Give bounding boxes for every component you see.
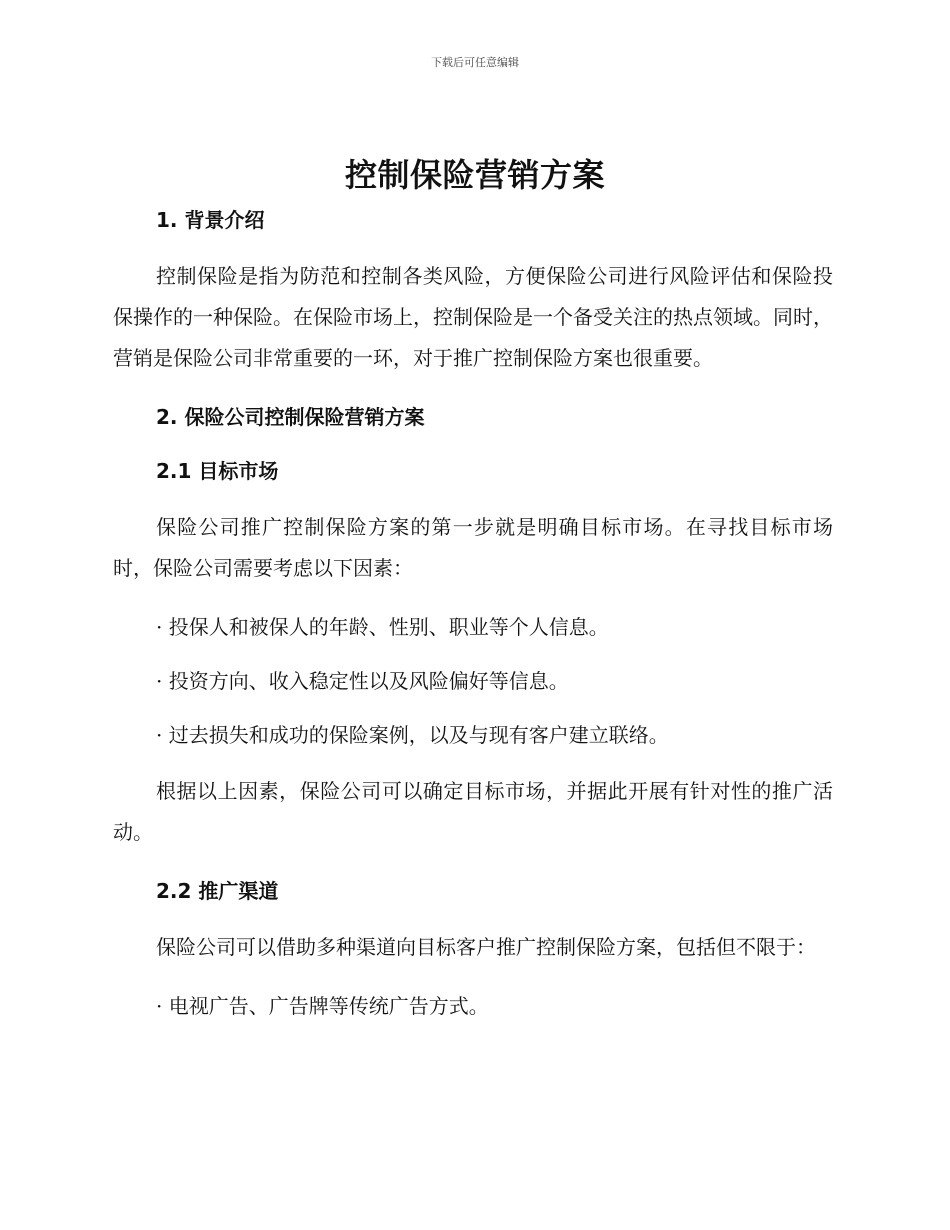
section-2-2-paragraph: 保险公司可以借助多种渠道向目标客户推广控制保险方案，包括但不限于： (156, 935, 816, 959)
document-title: 控制保险营销方案 (344, 156, 605, 194)
list-item: · 投资方向、收入稳定性以及风险偏好等信息。 (156, 669, 569, 693)
section-heading-2-1: 2.1 目标市场 (156, 459, 279, 483)
section-heading-2-2: 2.2 推广渠道 (156, 879, 279, 903)
header-note: 下载后可任意编辑 (431, 56, 519, 69)
section-heading-2: 2. 保险公司控制保险营销方案 (156, 405, 425, 429)
document-body (113, 202, 833, 1024)
list-item: · 投保人和被保人的年龄、性别、职业等个人信息。 (156, 615, 609, 639)
section-2-1-conclusion: 根据以上因素，保险公司可以确定目标市场，并据此开展有针对性的推广活动。 (113, 779, 833, 844)
section-heading-1: 1. 背景介绍 (156, 208, 265, 232)
list-item: · 过去损失和成功的保险案例，以及与现有客户建立联络。 (156, 723, 669, 747)
section-2-1-paragraph: 保险公司推广控制保险方案的第一步就是明确目标市场。在寻找目标市场时，保险公司需要考虑以下因素： (113, 515, 833, 580)
list-item: · 电视广告、广告牌等传统广告方式。 (156, 994, 489, 1018)
section-1-paragraph: 控制保险是指为防范和控制各类风险，方便保险公司进行风险评估和保险投保操作的一种保险。在保险市场上，控制保险是一个备受关注的热点领域。同时，营销是保险公司非常重要的一环，对于推广控制保险方案也很重要。 (113, 264, 833, 370)
